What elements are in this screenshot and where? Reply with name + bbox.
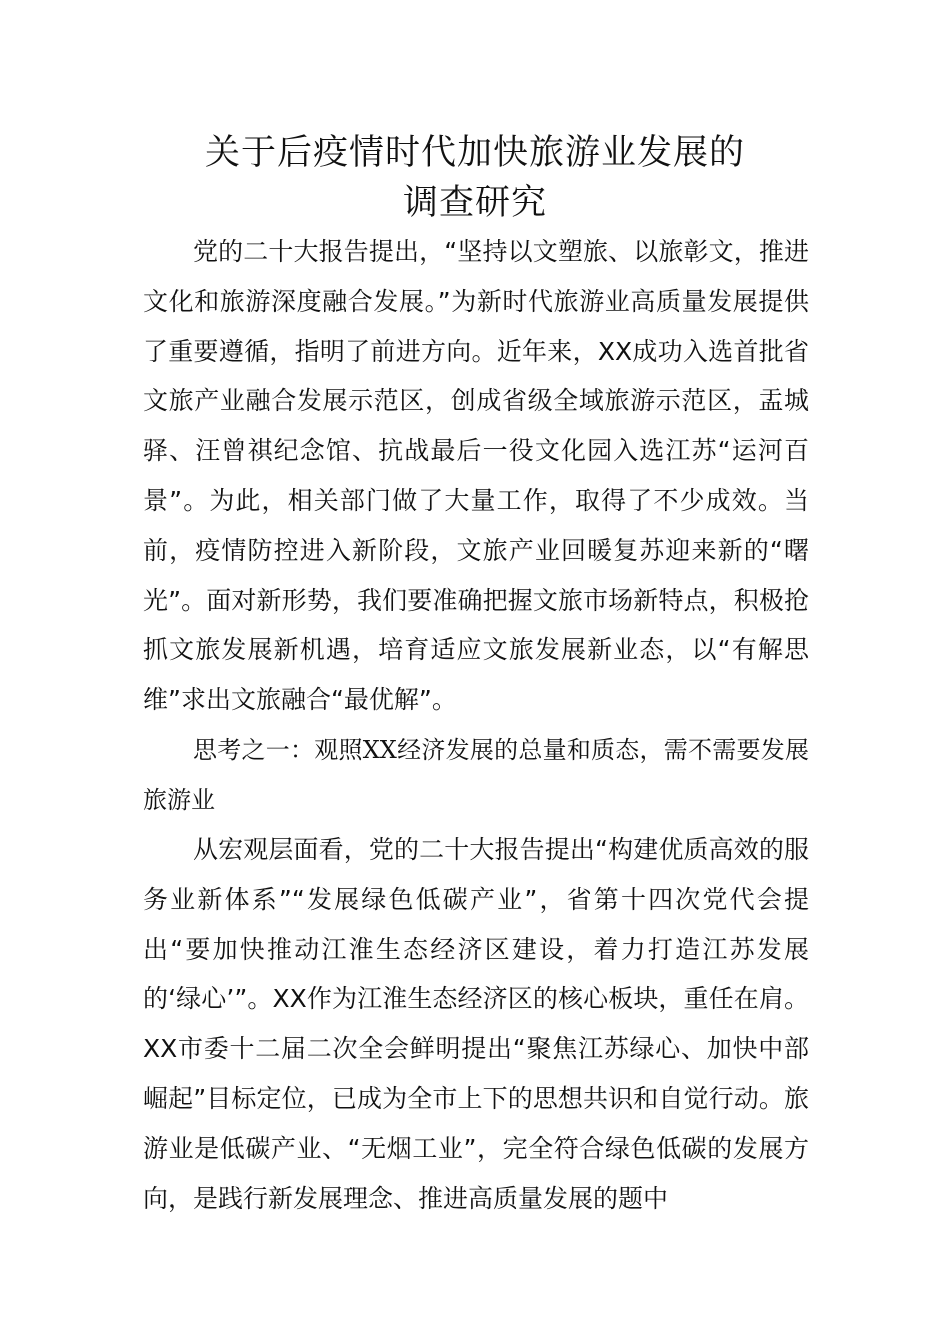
document-title-line-2: 调查研究	[402, 183, 547, 223]
document-title-line-1: 关于后疫情时代加快旅游业发展的	[204, 133, 745, 173]
intro-paragraph: 党的二十大报告提出，“坚持以文塑旅、以旅彰文，推进文化和旅游深度融合发展。”为新时代旅游业高质量发展提供了重要遵循，指明了前进方向。近年来，XX成功入选首批省文旅产业融合发展示范区，创成省级全域旅游示范区，盂城驿、汪曾祺纪念馆、抗战最后一役文化园入选江苏“运河百景”。为此，相关部门做了大量工作，取得了不少成效。当前，疫情防控进入新阶段，文旅产业回暖复苏迎来新的“曙光”。面对新形势，我们要准确把握文旅市场新特点，积极抢抓文旅发展新机遇，培育适应文旅发展新业态，以“有解思维”求出文旅融合“最优解”。	[143, 237, 809, 715]
section-heading: 思考之一：观照XX经济发展的总量和质态，需不需要发展旅游业	[143, 736, 809, 814]
body-paragraph: 从宏观层面看，党的二十大报告提出“构建优质高效的服务业新体系”“发展绿色低碳产业”，省第十四次党代会提出“要加快推动江淮生态经济区建设，着力打造江苏发展的‘绿心’”。XX作为江淮生态经济区的核心板块，重任在肩。XX市委十二届二次全会鲜明提出“聚焦江苏绿心、加快中部崛起”目标定位，已成为全市上下的思想共识和自觉行动。旅游业是低碳产业、“无烟工业”，完全符合绿色低碳的发展方向，是践行新发展理念、推进高质量发展的题中	[143, 835, 809, 1213]
